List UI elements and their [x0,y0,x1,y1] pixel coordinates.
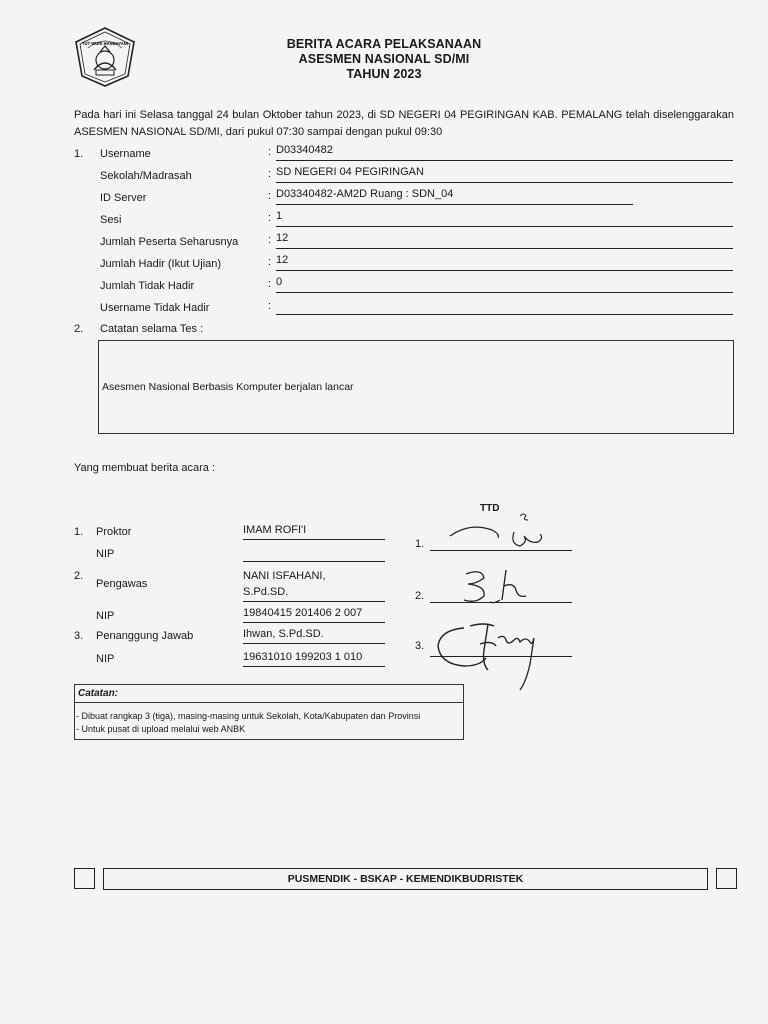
footer-banner [103,868,708,890]
signer-2-name-line-1: NANI ISFAHANI, [243,570,326,582]
signer-3-name-field [243,628,385,644]
colon: : [268,190,272,202]
signer-2-nip: 19840415 201406 2 007 [243,607,363,619]
colon: : [268,256,272,268]
username-value: D03340482 [276,144,333,156]
field-value-username [276,144,733,161]
signer-3-nip: 19631010 199203 1 010 [243,651,363,663]
signer-1-role: Proktor [96,526,132,538]
signer-2-role: Pengawas [96,578,148,590]
title-line-2: ASESMEN NASIONAL SD/MI [298,52,470,66]
present-value: 12 [276,254,289,266]
sesi-value: 1 [276,210,283,222]
intro-paragraph: Pada hari ini Selasa tanggal 24 bulan Oktober tahun 2023, di SD NEGERI 04 PEGIRINGAN KAB. PEMALANG telah diselenggarakan ASESMEN NASIONAL SD/MI, dari pukul 07:30 sampai dengan pukul 09:30 [74,109,734,138]
footer-left-square [74,868,95,889]
school-value: SD NEGERI 04 PEGIRINGAN [276,166,424,178]
ttd-label: TTD [480,503,500,514]
signature-1-number: 1. [415,538,425,550]
signer-3-role: Penanggung Jawab [96,630,194,642]
field-value-absent-usernames [276,298,733,315]
field-value-expected-participants [276,232,733,249]
field-label-absent: Jumlah Tidak Hadir [100,280,195,292]
test-notes-box [98,340,734,434]
signature-2-icon [460,566,550,608]
colon: : [268,146,272,158]
signer-1-name: IMAM ROFI'I [243,524,307,536]
field-value-present [276,254,733,271]
colon: : [268,212,272,224]
field-label-absent-usernames: Username Tidak Hadir [100,302,210,314]
id-server-value: D03340482-AM2D Ruang : SDN_04 [276,188,454,200]
field-value-id-server [276,188,633,205]
title-line-1: BERITA ACARA PELAKSANAAN [286,37,482,51]
title-line-3: TAHUN 2023 [346,67,422,81]
signer-1-number: 1. [74,526,84,538]
section-1-number: 1. [74,148,84,160]
field-label-present: Jumlah Hadir (Ikut Ujian) [100,258,222,270]
footer-right-square [716,868,737,889]
field-label-id-server: ID Server [100,192,147,204]
logo-motto: TUT WURI HANDAYANI [82,41,128,46]
signer-2-nip-label: NIP [96,610,115,622]
notes-header [75,685,463,703]
signer-3-nip-label: NIP [96,653,115,665]
field-value-school [276,166,733,183]
section-2-number: 2. [74,323,84,335]
colon: : [268,278,272,290]
colon: : [268,300,272,312]
notes-title: Catatan: [78,688,119,699]
field-value-sesi [276,210,733,227]
colon: : [268,234,272,246]
signer-2-number: 2. [74,570,84,582]
signer-1-nip-field [243,546,385,562]
field-value-absent [276,276,733,293]
test-notes-text: Asesmen Nasional Berbasis Komputer berjalan lancar [102,381,354,393]
footer-text: PUSMENDIK - BSKAP - KEMENDIKBUDRISTEK [287,873,524,885]
notes-box [74,684,464,740]
signer-2-name-line-2: S.Pd.SD. [243,586,289,598]
signature-1-icon [440,508,560,554]
signer-2-name-field [243,586,385,602]
signature-3-number: 3. [415,640,425,652]
maker-label: Yang membuat berita acara : [74,462,216,474]
section-2-label: Catatan selama Tes : [100,323,204,335]
signer-3-nip-field [243,651,385,667]
notes-item-2: - Untuk pusat di upload melalui web ANBK [76,724,246,734]
signature-2-number: 2. [415,590,425,602]
field-label-school: Sekolah/Madrasah [100,170,192,182]
absent-value: 0 [276,276,283,288]
notes-item-1: - Dibuat rangkap 3 (tiga), masing-masing untuk Sekolah, Kota/Kabupaten dan Provinsi [76,711,421,721]
colon: : [268,168,272,180]
signer-1-name-field [243,524,385,540]
signer-3-name: Ihwan, S.Pd.SD. [243,628,324,640]
signer-1-nip-label: NIP [96,548,115,560]
expected-participants-value: 12 [276,232,289,244]
signer-2-nip-field [243,607,385,623]
field-label-expected-participants: Jumlah Peserta Seharusnya [100,236,239,248]
field-label-sesi: Sesi [100,214,122,226]
field-label-username: Username [100,148,151,160]
signer-3-number: 3. [74,630,84,642]
